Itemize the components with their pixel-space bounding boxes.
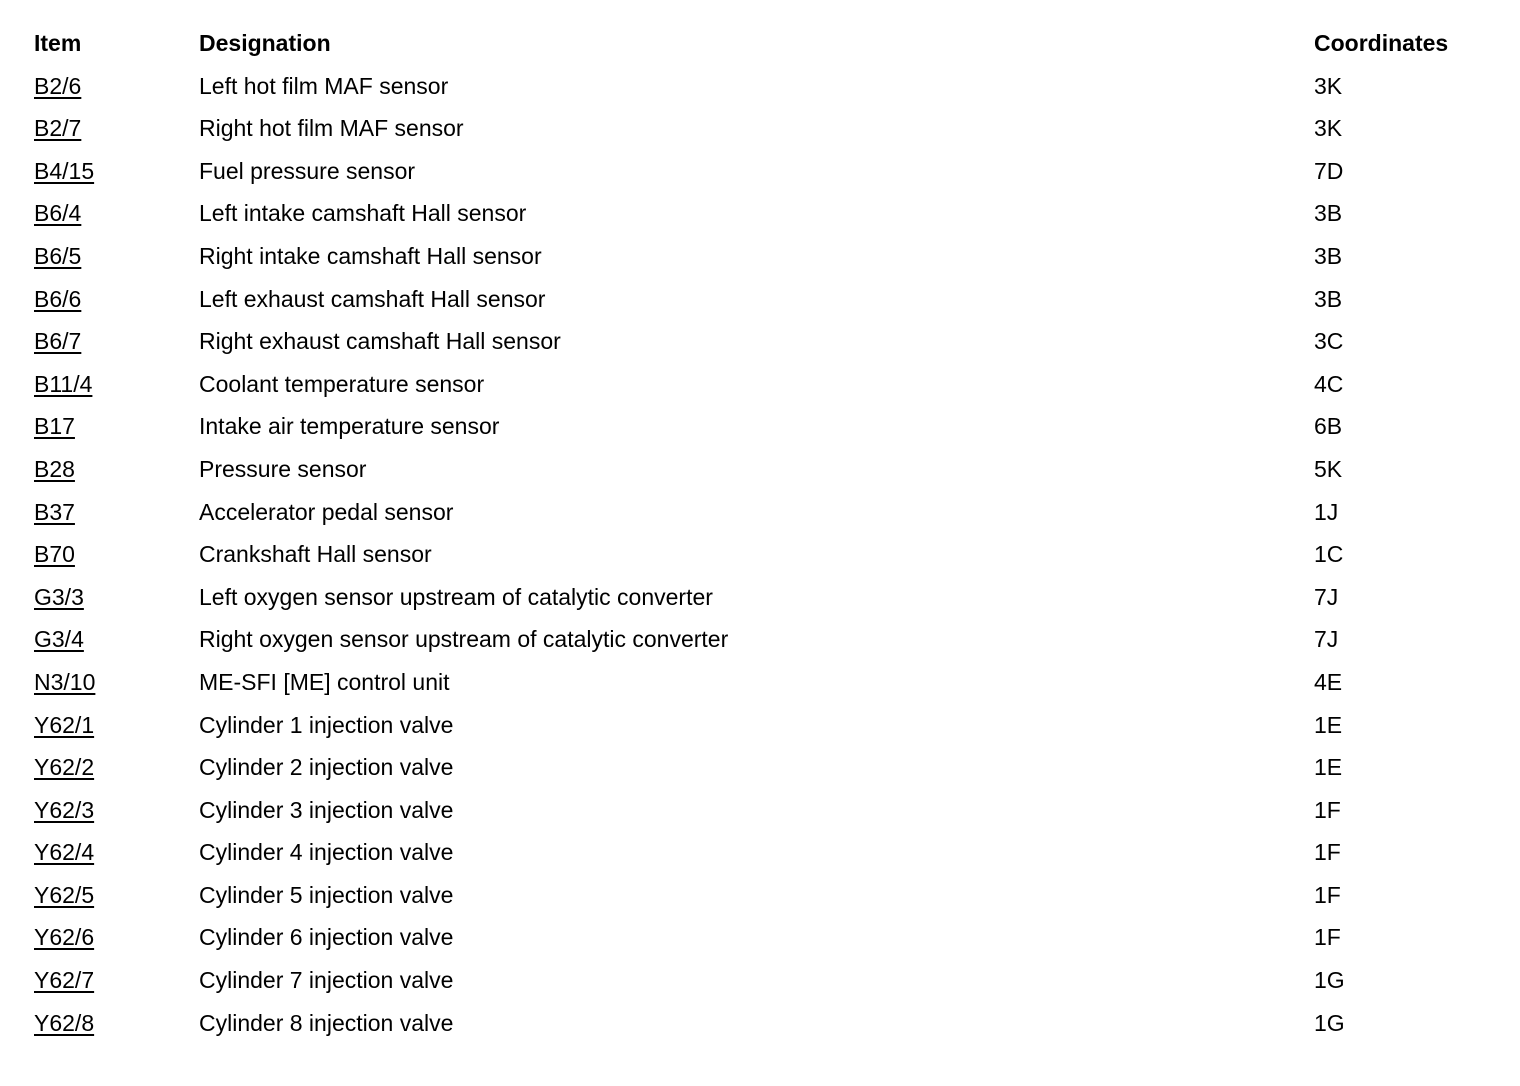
designation-cell: Fuel pressure sensor [199, 157, 416, 184]
table-row [34, 192, 1494, 235]
coordinates-cell: 6B [1314, 413, 1343, 440]
table-row [34, 448, 1494, 491]
table-row [34, 916, 1494, 959]
item-link[interactable]: B6/4 [34, 200, 82, 227]
table-row [34, 107, 1494, 150]
coordinates-cell: 3B [1314, 200, 1343, 227]
item-link[interactable]: Y62/4 [34, 839, 95, 866]
designation-cell: Cylinder 3 injection valve [199, 796, 454, 823]
header-designation: Designation [199, 30, 331, 56]
table-row [34, 874, 1494, 917]
designation-cell: Right hot film MAF sensor [199, 115, 464, 142]
item-link[interactable]: N3/10 [34, 668, 96, 695]
item-link[interactable]: B6/6 [34, 285, 82, 312]
item-link[interactable]: Y62/3 [34, 796, 95, 823]
table-row [34, 789, 1494, 832]
coordinates-cell: 3B [1314, 285, 1343, 312]
table-row [34, 959, 1494, 1002]
coordinates-cell: 1J [1314, 498, 1339, 525]
coordinates-cell: 4C [1314, 370, 1344, 397]
table-row [34, 320, 1494, 363]
designation-cell: Left exhaust camshaft Hall sensor [199, 285, 546, 312]
component-legend-table [34, 22, 1494, 1044]
table-row [34, 618, 1494, 661]
coordinates-cell: 5K [1314, 455, 1343, 482]
item-link[interactable]: B11/4 [34, 370, 93, 397]
coordinates-cell: 7J [1314, 626, 1339, 653]
coordinates-cell: 1F [1314, 796, 1341, 823]
coordinates-cell: 1F [1314, 881, 1341, 908]
table-row [34, 533, 1494, 576]
coordinates-cell: 1F [1314, 839, 1341, 866]
designation-cell: Right exhaust camshaft Hall sensor [199, 328, 561, 355]
item-link[interactable]: Y62/1 [34, 711, 95, 738]
coordinates-cell: 1G [1314, 1009, 1345, 1036]
coordinates-cell: 1C [1314, 541, 1344, 568]
item-link[interactable]: G3/3 [34, 583, 84, 610]
table-row [34, 363, 1494, 406]
item-link[interactable]: B6/7 [34, 328, 82, 355]
designation-cell: Cylinder 5 injection valve [199, 881, 454, 908]
item-link[interactable]: Y62/6 [34, 924, 95, 951]
coordinates-cell: 3K [1314, 72, 1343, 99]
table-row [34, 831, 1494, 874]
table-row [34, 278, 1494, 321]
designation-cell: Cylinder 1 injection valve [199, 711, 454, 738]
item-link[interactable]: G3/4 [34, 626, 84, 653]
table-row [34, 491, 1494, 534]
designation-cell: Pressure sensor [199, 455, 367, 482]
table-row [34, 576, 1494, 619]
designation-cell: Accelerator pedal sensor [199, 498, 454, 525]
designation-cell: Cylinder 7 injection valve [199, 967, 454, 994]
item-link[interactable]: B2/6 [34, 72, 82, 99]
designation-cell: Right intake camshaft Hall sensor [199, 242, 542, 269]
item-link[interactable]: B70 [34, 541, 75, 568]
designation-cell: Right oxygen sensor upstream of catalytic converter [199, 626, 729, 653]
item-link[interactable]: B4/15 [34, 157, 95, 184]
designation-cell: Cylinder 4 injection valve [199, 839, 454, 866]
item-link[interactable]: Y62/5 [34, 881, 95, 908]
item-link[interactable]: Y62/2 [34, 754, 95, 781]
designation-cell: Left intake camshaft Hall sensor [199, 200, 527, 227]
item-link[interactable]: B6/5 [34, 242, 82, 269]
item-link[interactable]: B17 [34, 413, 75, 440]
designation-cell: Cylinder 2 injection valve [199, 754, 454, 781]
designation-cell: Cylinder 6 injection valve [199, 924, 454, 951]
table-row [34, 150, 1494, 193]
item-link[interactable]: B37 [34, 498, 75, 525]
table-row [34, 65, 1494, 108]
coordinates-cell: 1G [1314, 967, 1345, 994]
designation-cell: ME-SFI [ME] control unit [199, 668, 450, 695]
item-link[interactable]: B28 [34, 455, 75, 482]
table-row [34, 235, 1494, 278]
designation-cell: Cylinder 8 injection valve [199, 1009, 454, 1036]
coordinates-cell: 3K [1314, 115, 1343, 142]
item-link[interactable]: B2/7 [34, 115, 82, 142]
designation-cell: Intake air temperature sensor [199, 413, 500, 440]
coordinates-cell: 1E [1314, 754, 1343, 781]
designation-cell: Left hot film MAF sensor [199, 72, 449, 99]
table-row [34, 704, 1494, 747]
coordinates-cell: 7J [1314, 583, 1339, 610]
table-row [34, 1002, 1494, 1045]
table-row [34, 746, 1494, 789]
item-link[interactable]: Y62/7 [34, 967, 95, 994]
coordinates-cell: 3B [1314, 242, 1343, 269]
designation-cell: Crankshaft Hall sensor [199, 541, 432, 568]
header-item: Item [34, 30, 82, 56]
coordinates-cell: 1F [1314, 924, 1341, 951]
table-row [34, 661, 1494, 704]
coordinates-cell: 7D [1314, 157, 1344, 184]
coordinates-cell: 4E [1314, 668, 1343, 695]
table-header-row [34, 22, 1494, 65]
designation-cell: Coolant temperature sensor [199, 370, 485, 397]
coordinates-cell: 1E [1314, 711, 1343, 738]
item-link[interactable]: Y62/8 [34, 1009, 95, 1036]
coordinates-cell: 3C [1314, 328, 1344, 355]
table-row [34, 405, 1494, 448]
designation-cell: Left oxygen sensor upstream of catalytic converter [199, 583, 713, 610]
header-coordinates: Coordinates [1314, 30, 1449, 56]
